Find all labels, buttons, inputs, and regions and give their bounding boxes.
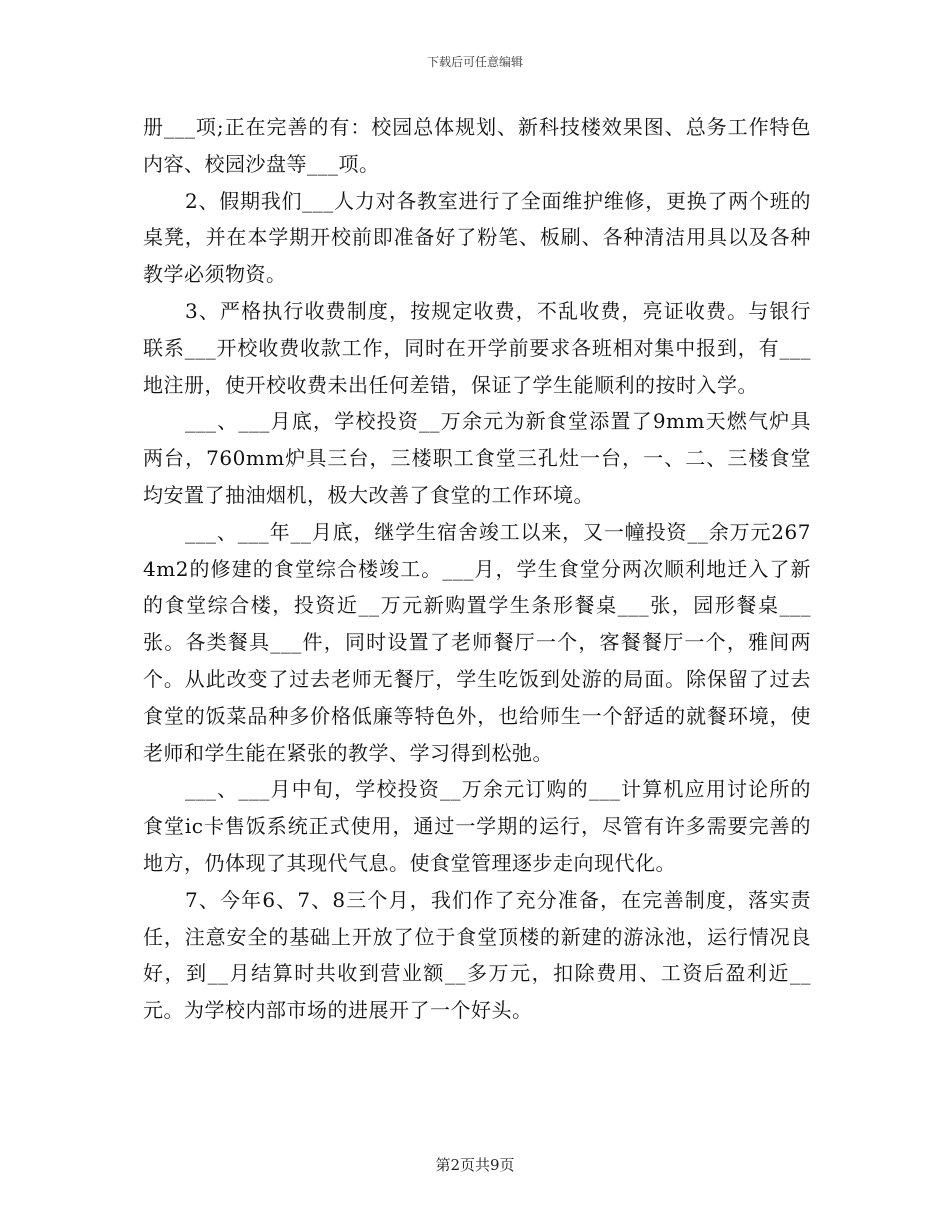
paragraph-item-7: 7、今年6、7、8三个月，我们作了充分准备，在完善制度，落实责任，注意安全的基础上开放了位于食堂顶楼的新建的游泳池，运行情况良好，到__月结算时共收到营业额__多万元，扣除费用、工资后盈利近__元。为学校内部市场的进展开了一个好头。 [143,887,811,1023]
paragraph-item-5: ___、___年__月底，继学生宿舍竣工以来，又一幢投资__余万元2674m2的修建的食堂综合楼竣工。___月，学生食堂分两次顺利地迁入了新的食堂综合楼，投资近__万元新购置学生条形餐桌___张，园形餐桌___张。各类餐具___件，同时设置了老师餐厅一个，客餐餐厅一个，雅间两个。从此改变了过去老师无餐厅，学生吃饭到处游的局面。除保留了过去食堂的饭菜品种多价格低廉等特色外，也给师生一个舒适的就餐环境，使老师和学生能在紧张的教学、学习得到松弛。 [143,519,811,765]
paragraph-item-4: ___、___月底，学校投资__万余元为新食堂添置了9mm天燃气炉具两台，760mm炉具三台，三楼职工食堂三孔灶一台，一、二、三楼食堂均安置了抽油烟机，极大改善了食堂的工作环境。 [143,409,811,507]
paragraph-item-3: 3、严格执行收费制度，按规定收费，不乱收费，亮证收费。与银行联系___开校收费收款工作，同时在开学前要求各班相对集中报到，有___地注册，使开校收费未出任何差错，保证了学生能顺利的按时入学。 [143,298,811,397]
paragraph-item-2: 2、假期我们___人力对各教室进行了全面维护维修，更换了两个班的桌凳，并在本学期开校前即准备好了粉笔、板刷、各种清洁用具以及各种教学必须物资。 [143,188,811,287]
page-number: 第2页共9页 [435,1156,515,1174]
document-body [143,109,811,1029]
page-header: 下载后可任意编辑 [426,55,523,69]
paragraph-continued: 册___项;正在完善的有：校园总体规划、新科技楼效果图、总务工作特色内容、校园沙盘等___项。 [143,115,811,176]
paragraph-item-6: ___、___月中旬，学校投资__万余元订购的___计算机应用讨论所的食堂ic卡售饭系统正式使用，通过一学期的运行，尽管有许多需要完善的地方，仍体现了其现代气息。使食堂管理逐步走向现代化。 [143,777,811,875]
